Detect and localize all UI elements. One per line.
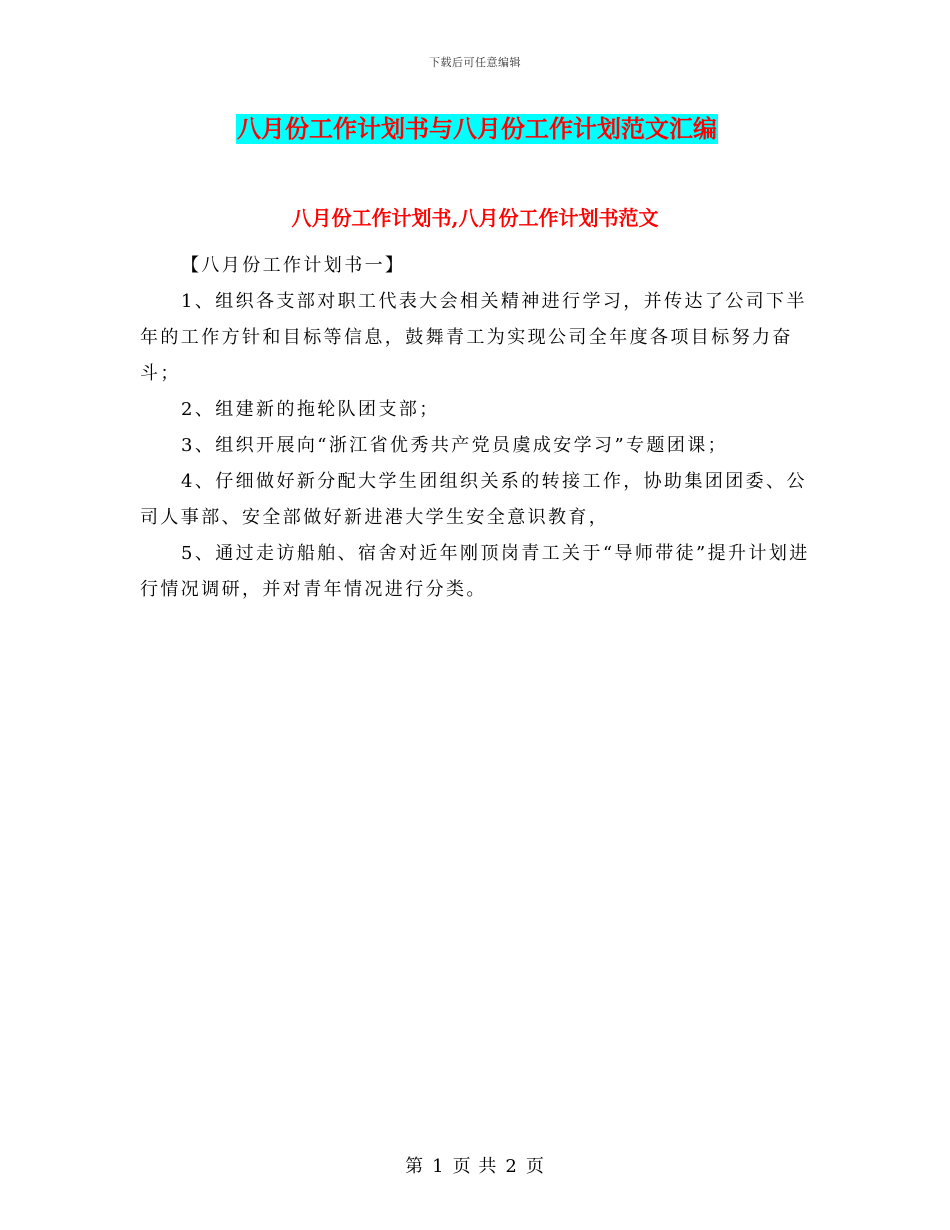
paragraph-item-4: 4、仔细做好新分配大学生团组织关系的转接工作，协助集团团委、公司人事部、安全部做好新进港大学生安全意识教育， [140, 471, 807, 528]
paragraph-item-2: 2、组建新的拖轮队团支部； [181, 399, 440, 420]
section-heading: 【八月份工作计划书一】 [181, 255, 406, 276]
total-pages-number: 2 [505, 1156, 518, 1177]
footer-prefix: 第 [405, 1156, 425, 1177]
paragraph-item-3: 3、组织开展向“浙江省优秀共产党员虞成安学习”专题团课； [181, 435, 729, 456]
footer-middle: 页 共 [452, 1156, 498, 1177]
paragraph-item-1: 1、组织各支部对职工代表大会相关精神进行学习，并传达了公司下半年的工作方针和目标等信息，鼓舞青工为实现公司全年度各项目标努力奋斗； [140, 291, 807, 384]
document-body [140, 248, 820, 608]
header-note: 下载后可任意编辑 [429, 56, 521, 69]
sub-title: 八月份工作计划书,八月份工作计划书范文 [291, 206, 659, 230]
current-page-number: 1 [432, 1156, 445, 1177]
page-footer [0, 1152, 950, 1178]
footer-suffix: 页 [525, 1156, 545, 1177]
paragraph-item-5: 5、通过走访船舶、宿舍对近年刚顶岗青工关于“导师带徒”提升计划进行情况调研，并对青年情况进行分类。 [140, 543, 810, 600]
main-title: 八月份工作计划书与八月份工作计划范文汇编 [237, 114, 717, 143]
